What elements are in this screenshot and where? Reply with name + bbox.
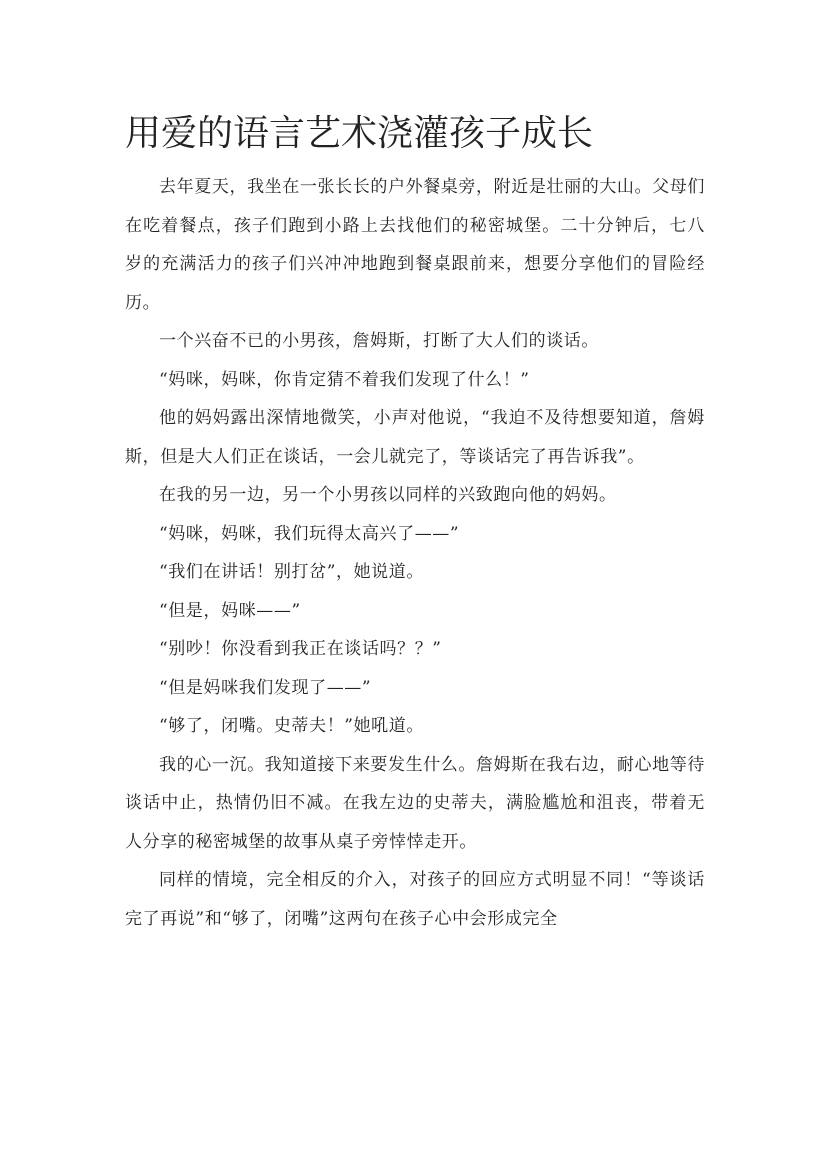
paragraph: 去年夏天，我坐在一张长长的户外餐桌旁，附近是壮丽的大山。父母们在吃着餐点，孩子们跑到小路上去找他们的秘密城堡。二十分钟后，七八岁的充满活力的孩子们兴冲冲地跑到餐桌跟前来，想要分享他们的冒险经历。 [125,177,705,313]
document-title: 用爱的语言艺术浇灌孩子成长 [125,113,594,154]
paragraph: “但是，妈咪——” [159,600,301,621]
paragraph: 在我的另一边，另一个小男孩以同样的兴致跑向他的妈妈。 [159,485,617,505]
document-page [125,108,705,938]
paragraph: “我们在讲话！别打岔”，她说道。 [159,562,424,582]
paragraph: “妈咪，妈咪，我们玩得太高兴了——” [159,523,460,544]
document-body [125,168,705,938]
paragraph: “别吵！你没看到我正在谈话吗？？” [159,639,442,659]
paragraph: 我的心一沉。我知道接下来要发生什么。詹姆斯在我右边，耐心地等待谈话中止，热情仍旧不减。在我左边的史蒂夫，满脸尴尬和沮丧，带着无人分享的秘密城堡的故事从桌子旁悻悻走开。 [125,754,705,852]
paragraph: “但是妈咪我们发现了——” [159,677,372,698]
paragraph: 同样的情境，完全相反的介入，对孩子的回应方式明显不同！“等谈话完了再说”和“够了，闭嘴”这两句在孩子心中会形成完全 [125,870,705,929]
paragraph: 他的妈妈露出深情地微笑，小声对他说，“我迫不及待想要知道，詹姆斯，但是大人们正在谈话，一会儿就完了，等谈话完了再告诉我”。 [125,408,705,467]
paragraph: “够了，闭嘴。史蒂夫！”她吼道。 [159,716,424,736]
paragraph: 一个兴奋不已的小男孩，詹姆斯，打断了大人们的谈话。 [159,331,599,351]
paragraph: “妈咪，妈咪，你肯定猜不着我们发现了什么！” [159,369,530,390]
